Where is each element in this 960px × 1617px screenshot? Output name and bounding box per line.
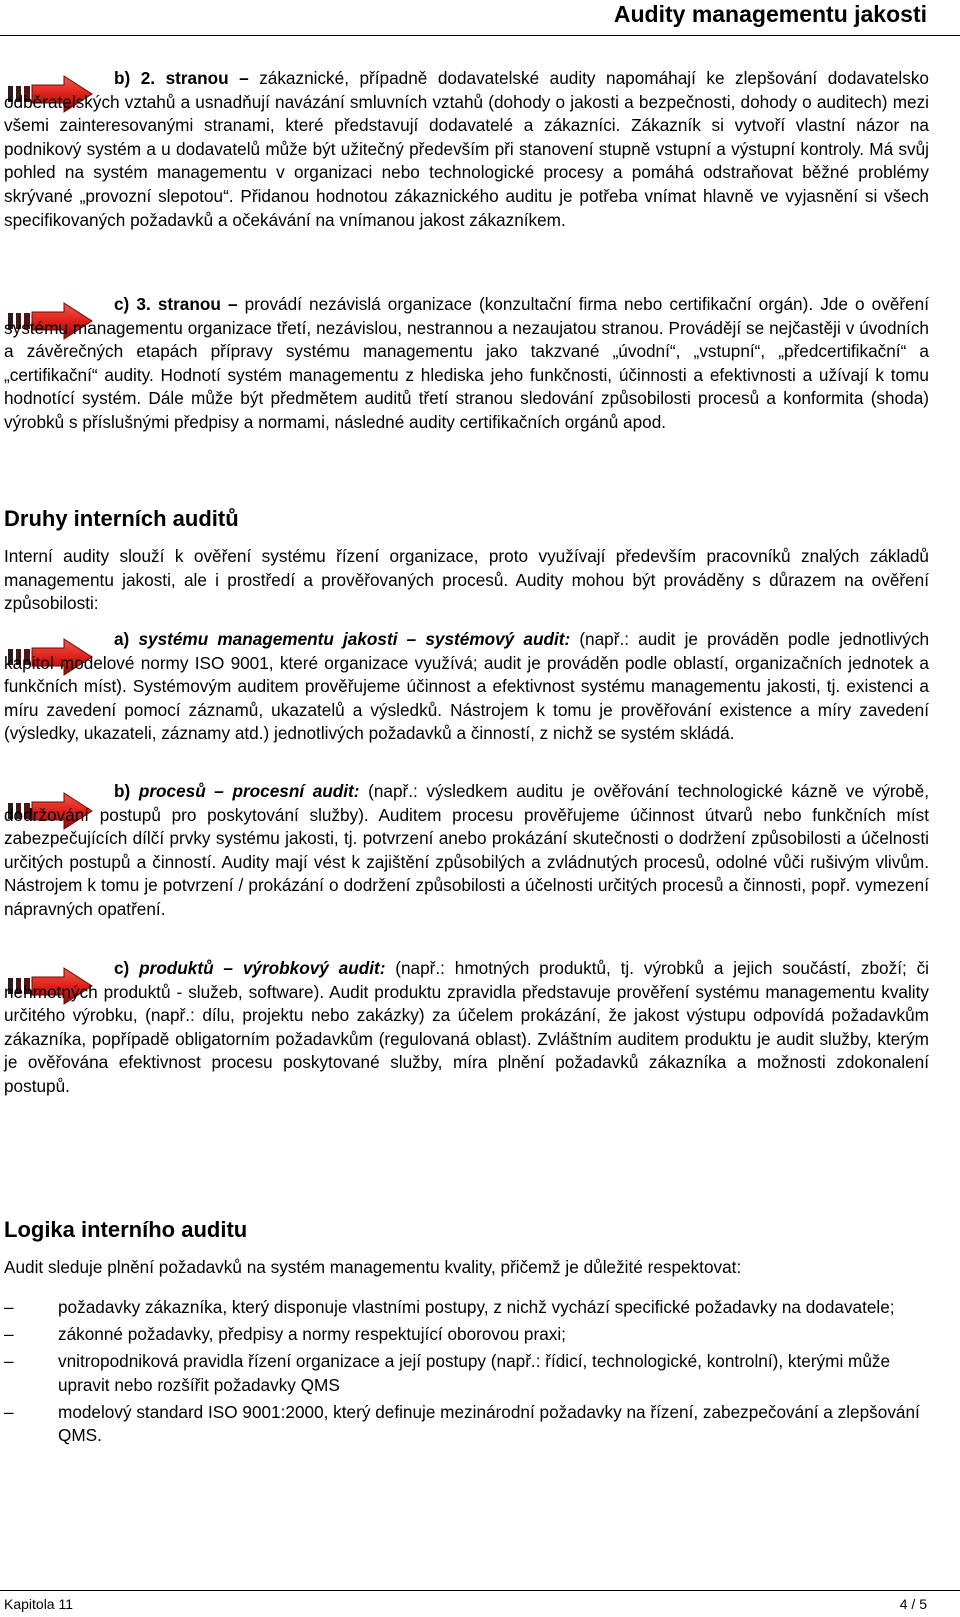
section-third-party xyxy=(4,293,929,435)
item-text: (např.: hmotných produktů, tj. výrobků a jejich součástí, zboží; či nehmotných produktů - služeb, software). Audit produktu zpravidla představuje prověření systému managementu kvality určitého výrobku, (např.: dílu, projektu nebo zakázky) za účelem prokázání, že jakost výstupu odpovídá požadavkům zákazníka, popřípadě obligatorním požadavkům (regulovaná oblast). Zvláštním auditem produktu je audit služby, kterým je ověřována efektivnost procesu poskytované služby, míra plnění požadavků zákazníka a možnosti zdokonalení postupů. xyxy=(4,958,930,1096)
bullet-dash: – xyxy=(4,1401,14,1422)
bullet-dash: – xyxy=(4,1350,14,1371)
footer-rule xyxy=(0,1590,960,1591)
list-item xyxy=(4,1323,929,1347)
internal-audit-intro: Interní audity slouží k ověření systému řízení organizace, proto využívají především pracovníků znalých základů managementu jakosti, ale i prostředí a prověřovaných procesů. Audity mohou být prováděny s důrazem na ověření způsobilosti: xyxy=(4,546,929,614)
requirements-list xyxy=(4,1296,929,1451)
item-term: systému managementu jakosti – systémový audit: xyxy=(138,629,571,649)
header-rule xyxy=(0,35,960,36)
section-label: b) 2. stranou xyxy=(114,68,229,88)
section-dash: – xyxy=(228,68,260,88)
internal-audit-logic-intro: Audit sleduje plnění požadavků na systém managementu kvality, přičemž je důležité respektovat: xyxy=(4,1257,742,1277)
section-second-party xyxy=(4,67,929,232)
footer-page-number: 4 / 5 xyxy=(899,1596,927,1612)
list-item xyxy=(4,1350,929,1397)
list-item-text: modelový standard ISO 9001:2000, který definuje mezinárodní požadavky na řízení, zabezpečování a zlepšování QMS. xyxy=(58,1401,920,1446)
section-text: zákaznické, případně dodavatelské audity napomáhají ke zlepšování dodavatelsko odběratelských vztahů a usnadňují navázání smluvních vztahů (dohody o jakosti a bezpečnosti, dohody o auditech) mezi všemi zainteresovanými stranami, které představují dodavatelé a zákazníci. Zákazník si vytvoří vlastní názor na podnikový systém a u dodavatelů může být užitečný především při stanovení stupně vstupní a výstupní kontroly. Má svůj pohled na systém managementu v organizaci nebo technologické procesy a pomáhá odstraňovat běžné problémy skrývané „provozní slepotou“. Přidanou hodnotou zákaznického auditu je potřeba vnímat hlavně ve vyjasnění si všech specifikovaných požadavků a očekávání na vnímanou jakost zákazníkem. xyxy=(4,68,929,230)
section-label: c) 3. stranou xyxy=(114,294,221,314)
item-letter: b) xyxy=(114,781,139,801)
bullet-dash: – xyxy=(4,1297,14,1317)
heading-internal-audit-logic: Logika interního auditu xyxy=(4,1217,248,1242)
bullet-dash: – xyxy=(4,1323,14,1344)
item-text: (např.: výsledkem auditu je ověřování technologické kázně ve výrobě, dodržování postupů pro poskytování služby). Auditem procesu prověřujeme účinnost útvarů nebo funkčních míst zabezpečujících dílčí prvky systému jakosti, tj. potvrzení anebo prokázání skutečnosti o dodržení způsobilosti a účelnosti určitých postupů a činností. Audity mají vést k zajištění způsobilých a zvládnutých procesů, odolné vůči rušivým vlivům. Nástrojem k tomu je potvrzení / prokázání o dodržení způsobilosti a účelnosti určitých procesů a činnosti, popř. vymezení nápravných opatření. xyxy=(4,781,930,919)
item-term: procesů – procesní audit: xyxy=(138,781,360,801)
item-term: produktů – výrobkový audit: xyxy=(139,958,386,978)
list-item-text: vnitropodniková pravidla řízení organizace a její postupy (např.: řídicí, technologické, kontrolní), kterými může upravit nebo rozšířit požadavky QMS xyxy=(58,1350,891,1395)
heading-internal-audit-types: Druhy interních auditů xyxy=(4,506,239,531)
item-letter: a) xyxy=(114,629,139,649)
item-letter: c) xyxy=(114,958,140,978)
page-header-title: Audity managementu jakosti xyxy=(613,1,927,27)
list-item-text: zákonné požadavky, předpisy a normy respektující oborovou praxi; xyxy=(58,1323,566,1344)
list-item xyxy=(4,1401,929,1448)
audit-type-process xyxy=(4,780,929,922)
list-item-text: požadavky zákazníka, který disponuje vlastními postupy, z nichž vychází specifické požadavky na dodavatele; xyxy=(58,1297,895,1317)
section-dash: – xyxy=(220,294,245,314)
section-text: provádí nezávislá organizace (konzultační firma nebo certifikační orgán). Jde o ověření systému managementu organizace třetí, nezávislou, nestrannou a nezaujatou stranou. Provádějí se nejčastěji v úvodních a závěrečných etapách přípravy systému managementu jako takzvané „úvodní“, „vstupní“, „předcertifikační“ a „certifikační“ audity. Hodnotí systém managementu z hlediska jeho funkčnosti, účinnosti a efektivnosti a užívají k tomu hodnotící systém. Dále může být předmětem auditů třetí stranou sledování způsobilosti procesů a konformita (shoda) výrobků s příslušnými předpisy a normami, následné audity certifikačních orgánů apod. xyxy=(4,294,929,432)
list-item xyxy=(4,1296,929,1320)
audit-type-system xyxy=(4,628,929,746)
audit-type-product xyxy=(4,957,929,1099)
footer-chapter: Kapitola 11 xyxy=(4,1596,74,1612)
item-text: (např.: audit je prováděn podle jednotlivých kapitol modelové normy ISO 9001, které organizace využívá; audit je prováděn podle oblastí, organizačních jednotek a funkčních míst). Systémovým auditem prověřujeme účinnost a efektivnost systému managementu jakosti, tj. existenci a míru zavedení pomocí záznamů, ukazatelů a výsledků. Nástrojem k tomu je prověřování existence a míry zavedení (výsledky, ukazateli, záznamy atd.) jednotlivých požadavků a činností, z nichž se systém skládá. xyxy=(4,629,929,744)
